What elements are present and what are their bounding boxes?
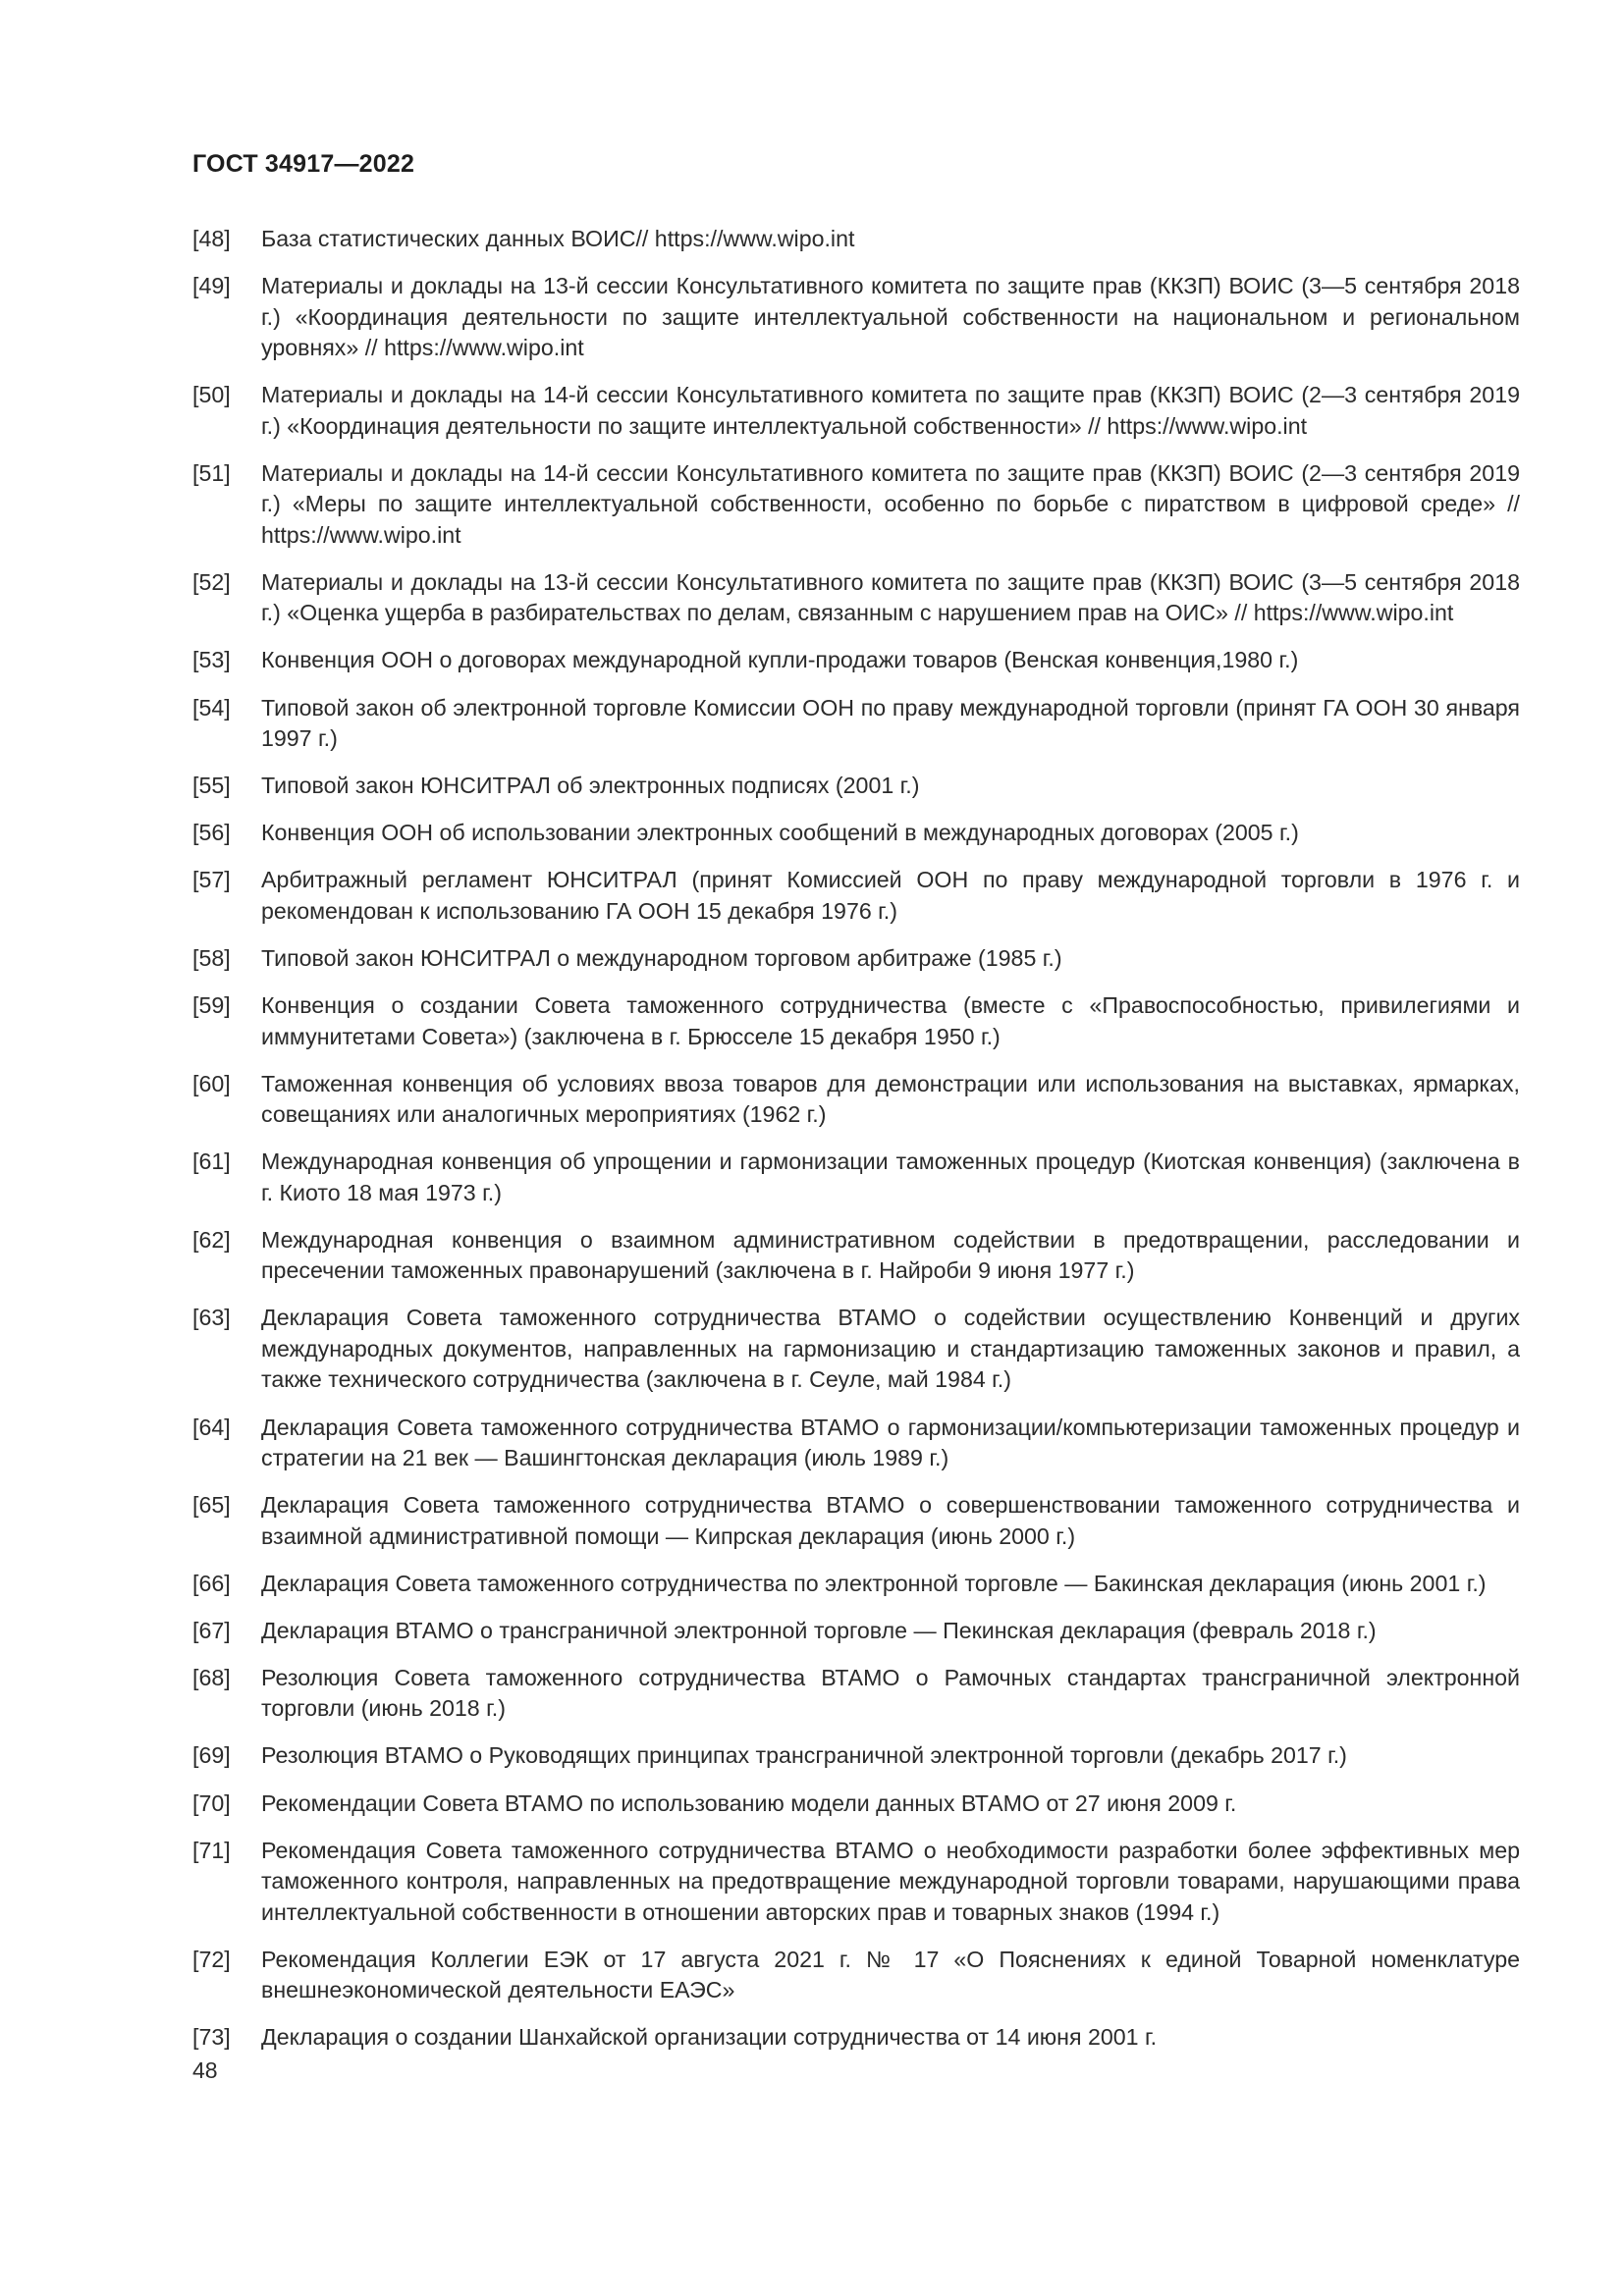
page-number: 48 bbox=[192, 2057, 218, 2083]
bibliography-item bbox=[192, 1740, 1520, 1772]
ref-text: Декларация Совета таможенного сотрудничества ВТАМО о гармонизации/компьютеризации таможенных процедур и стратегии на 21 век — Вашингтонская декларация (июль 1989 г.) bbox=[261, 1414, 1520, 1470]
ref-number: [73] bbox=[192, 2024, 231, 2051]
bibliography-item bbox=[192, 1225, 1520, 1287]
bibliography-item bbox=[192, 1945, 1520, 2006]
ref-number: [71] bbox=[192, 1837, 231, 1863]
ref-text: Рекомендация Коллегии ЕЭК от 17 августа 2021 г. № 17 «О Пояснениях к единой Товарной номенклатуре внешнеэкономической деятельности ЕАЭС» bbox=[261, 1946, 1520, 2003]
bibliography-item bbox=[192, 1616, 1520, 1647]
bibliography-item bbox=[192, 943, 1520, 975]
bibliography-item bbox=[192, 1789, 1520, 1820]
ref-text: Конвенция о создании Совета таможенного сотрудничества (вместе с «Правоспособностью, привилегиями и иммунитетами Совета») (заключена в г. Брюсселе 15 декабря 1950 г.) bbox=[261, 992, 1520, 1049]
ref-number: [48] bbox=[192, 226, 231, 251]
ref-text: Декларация о создании Шанхайской организации сотрудничества от 14 июня 2001 г. bbox=[261, 2024, 1158, 2051]
ref-number: [66] bbox=[192, 1570, 231, 1596]
bibliography-item bbox=[192, 1663, 1520, 1725]
ref-text: Резолюция Совета таможенного сотрудничества ВТАМО о Рамочных стандартах трансграничной электронной торговли (июнь 2018 г.) bbox=[261, 1664, 1520, 1722]
ref-number: [57] bbox=[192, 867, 231, 893]
bibliography-list bbox=[192, 224, 1520, 2069]
ref-text: Рекомендации Совета ВТАМО по использованию модели данных ВТАМО от 27 июня 2009 г. bbox=[261, 1789, 1237, 1816]
ref-number: [72] bbox=[192, 1946, 231, 1972]
bibliography-item bbox=[192, 1413, 1520, 1474]
ref-text: Декларация Совета таможенного сотрудничества ВТАМО о содействии осуществлению Конвенций и других международных документов, направленных на гармонизацию и стандартизацию таможенных законов и правил, а также технического сотрудничества (заключена в г. Сеуле, май 1984 г.) bbox=[261, 1305, 1520, 1393]
ref-text: Международная конвенция о взаимном административном содействии в предотвращении, расследовании и пресечении таможенных правонарушений (заключена в г. Найроби 9 июня 1977 г.) bbox=[261, 1226, 1520, 1284]
ref-number: [55] bbox=[192, 773, 231, 799]
ref-number: [62] bbox=[192, 1226, 231, 1253]
ref-text: Международная конвенция об упрощении и гармонизации таможенных процедур (Киотская конвенция) (заключена в г. Киото 18 мая 1973 г.) bbox=[261, 1148, 1520, 1205]
ref-number: [68] bbox=[192, 1664, 231, 1690]
ref-text: Типовой закон ЮНСИТРАЛ о международном торговом арбитраже (1985 г.) bbox=[261, 944, 1062, 971]
bibliography-item bbox=[192, 271, 1520, 364]
ref-number: [56] bbox=[192, 820, 231, 846]
ref-text: Материалы и доклады на 14-й сессии Консультативного комитета по защите прав (ККЗП) ВОИС (2—3 сентября 2019 г.) «Координация деятельности по защите интеллектуальной собственности» // https://www.wipo.int bbox=[261, 382, 1520, 439]
ref-text: Конвенция ООН об использовании электронных сообщений в международных договорах (2005 г.) bbox=[261, 820, 1299, 846]
bibliography-item bbox=[192, 771, 1520, 802]
bibliography-item bbox=[192, 567, 1520, 629]
bibliography-item bbox=[192, 1147, 1520, 1208]
ref-text: Арбитражный регламент ЮНСИТРАЛ (принят Комиссией ООН по праву международной торговли в 1976 г. и рекомендован к использованию ГА ООН 15 декабря 1976 г.) bbox=[261, 867, 1520, 924]
bibliography-item bbox=[192, 1836, 1520, 1929]
ref-number: [54] bbox=[192, 694, 231, 721]
ref-number: [53] bbox=[192, 647, 231, 673]
ref-number: [58] bbox=[192, 944, 231, 971]
ref-text: Материалы и доклады на 13-й сессии Консультативного комитета по защите прав (ККЗП) ВОИС (3—5 сентября 2018 г.) «Координация деятельности по защите интеллектуальной собственности на национальном и региональном уровнях» // https://www.wipo.int bbox=[261, 273, 1520, 361]
bibliography-item bbox=[192, 1490, 1520, 1552]
ref-text: База статистических данных ВОИС// https://www.wipo.int bbox=[261, 226, 855, 251]
ref-text: Материалы и доклады на 13-й сессии Консультативного комитета по защите прав (ККЗП) ВОИС (3—5 сентября 2018 г.) «Оценка ущерба в разбирательствах по делам, связанным с нарушением прав на ОИС» // https://​www.wipo.int bbox=[261, 568, 1520, 626]
bibliography-item bbox=[192, 818, 1520, 849]
bibliography-item bbox=[192, 380, 1520, 442]
bibliography-item bbox=[192, 1069, 1520, 1131]
bibliography-item bbox=[192, 865, 1520, 927]
bibliography-item bbox=[192, 1303, 1520, 1396]
ref-text: Типовой закон об электронной торговле Комиссии ООН по праву международной торговли (принят ГА ООН 30 января 1997 г.) bbox=[261, 694, 1520, 752]
ref-number: [67] bbox=[192, 1617, 231, 1643]
document-header: ГОСТ 34917—2022 bbox=[192, 150, 415, 178]
ref-number: [63] bbox=[192, 1305, 231, 1331]
ref-text: Декларация ВТАМО о трансграничной электронной торговле — Пекинская декларация (февраль 2018 г.) bbox=[261, 1617, 1377, 1643]
bibliography-item bbox=[192, 1569, 1520, 1600]
bibliography-item bbox=[192, 645, 1520, 676]
ref-number: [59] bbox=[192, 992, 231, 1019]
ref-number: [49] bbox=[192, 273, 231, 299]
ref-text: Резолюция ВТАМО о Руководящих принципах трансграничной электронной торговли (декабрь 2017 г.) bbox=[261, 1742, 1347, 1769]
ref-text: Материалы и доклады на 14-й сессии Консультативного комитета по защите прав (ККЗП) ВОИС (2—3 сентября 2019 г.) «Меры по защите интеллектуальной собственности, особенно по борьбе с пиратством в цифровой среде» // https://www.wipo.int bbox=[261, 459, 1520, 548]
bibliography-item bbox=[192, 224, 1520, 255]
ref-text: Типовой закон ЮНСИТРАЛ об электронных подписях (2001 г.) bbox=[261, 773, 920, 799]
bibliography-item bbox=[192, 458, 1520, 552]
ref-number: [70] bbox=[192, 1789, 231, 1816]
bibliography-item bbox=[192, 2022, 1520, 2054]
ref-number: [65] bbox=[192, 1492, 231, 1519]
ref-number: [51] bbox=[192, 459, 231, 486]
ref-text: Таможенная конвенция об условиях ввоза товаров для демонстрации или использования на выставках, ярмарках, совещаниях или аналогичных мероприятиях (1962 г.) bbox=[261, 1070, 1520, 1128]
ref-number: [50] bbox=[192, 382, 231, 408]
bibliography-item bbox=[192, 990, 1520, 1052]
bibliography-item bbox=[192, 693, 1520, 755]
ref-number: [61] bbox=[192, 1148, 231, 1175]
ref-number: [69] bbox=[192, 1742, 231, 1769]
ref-text: Рекомендация Совета таможенного сотрудничества ВТАМО о необходимости разработки более эффективных мер таможенного контроля, направленных на предотвращение международной торговли товарами, нарушающими права интеллектуальной собственности в отношении авторских прав и товарных знаков (1994 г.) bbox=[261, 1837, 1520, 1925]
ref-text: Декларация Совета таможенного сотрудничества ВТАМО о совершенствовании таможенного сотрудничества и взаимной административной помощи — Кипрская декларация (июнь 2000 г.) bbox=[261, 1492, 1520, 1549]
ref-number: [64] bbox=[192, 1414, 231, 1440]
ref-text: Декларация Совета таможенного сотрудничества по электронной торговле — Бакинская декларация (июнь 2001 г.) bbox=[261, 1570, 1487, 1596]
ref-text: Конвенция ООН о договорах международной купли-продажи товаров (Венская конвенция,1980 г.) bbox=[261, 647, 1299, 673]
ref-number: [60] bbox=[192, 1070, 231, 1096]
ref-number: [52] bbox=[192, 568, 231, 595]
